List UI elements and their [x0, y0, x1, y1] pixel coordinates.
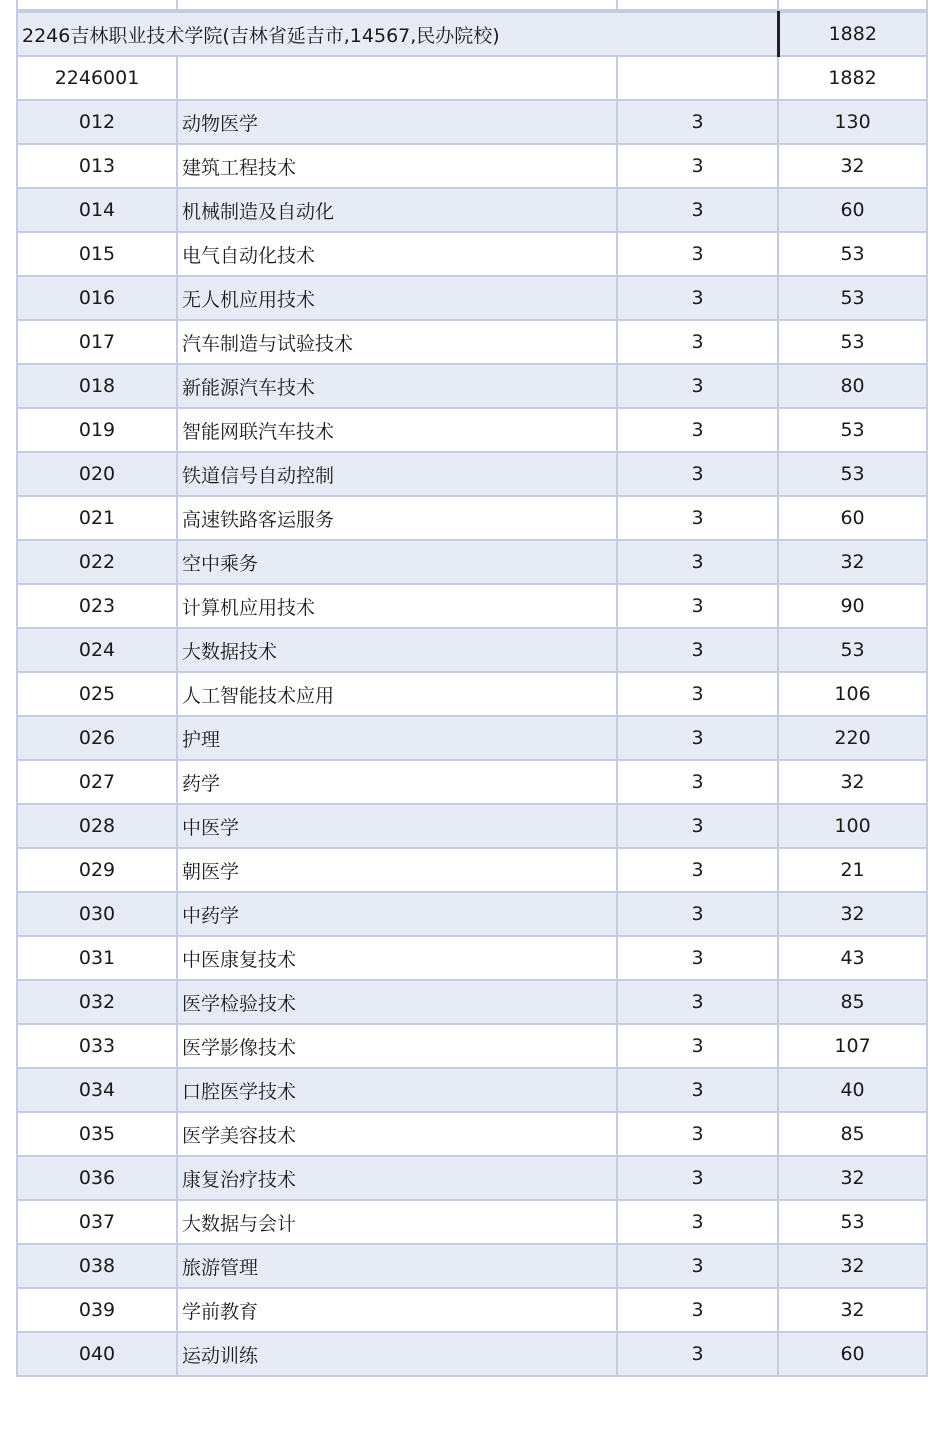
major-name: 中医康复技术: [177, 936, 617, 980]
major-years: 3: [617, 892, 778, 936]
major-name: 医学影像技术: [177, 1024, 617, 1068]
major-name: 护理: [177, 716, 617, 760]
table-row: [17, 540, 927, 584]
group-total: 1882: [778, 56, 927, 100]
major-code: 019: [17, 408, 177, 452]
major-name: 电气自动化技术: [177, 232, 617, 276]
major-name: 空中乘务: [177, 540, 617, 584]
table-row: [17, 1288, 927, 1332]
major-count: 85: [778, 980, 927, 1024]
major-name: 高速铁路客运服务: [177, 496, 617, 540]
major-name: 中医学: [177, 804, 617, 848]
table-row: [17, 496, 927, 540]
major-name: 旅游管理: [177, 1244, 617, 1288]
major-years: 3: [617, 100, 778, 144]
major-name: 医学检验技术: [177, 980, 617, 1024]
major-code: 025: [17, 672, 177, 716]
major-count: 90: [778, 584, 927, 628]
school-header-label: 2246吉林职业技术学院(吉林省延吉市,14567,民办院校): [17, 12, 778, 56]
table-row: [17, 672, 927, 716]
major-years: 3: [617, 540, 778, 584]
major-code: 027: [17, 760, 177, 804]
major-code: 038: [17, 1244, 177, 1288]
major-years: 3: [617, 1288, 778, 1332]
major-count: 32: [778, 892, 927, 936]
major-code: 031: [17, 936, 177, 980]
previous-row-fragment: [16, 0, 926, 11]
table-row: [17, 276, 927, 320]
major-count: 53: [778, 276, 927, 320]
major-count: 53: [778, 452, 927, 496]
major-code: 022: [17, 540, 177, 584]
major-code: 024: [17, 628, 177, 672]
major-code: 013: [17, 144, 177, 188]
major-count: 60: [778, 1332, 927, 1376]
major-years: 3: [617, 320, 778, 364]
major-count: 32: [778, 540, 927, 584]
major-years: 3: [617, 188, 778, 232]
major-name: 中药学: [177, 892, 617, 936]
major-count: 80: [778, 364, 927, 408]
major-count: 53: [778, 232, 927, 276]
major-years: 3: [617, 672, 778, 716]
table-row: [17, 1332, 927, 1376]
previous-row-cell: [178, 0, 618, 11]
major-count: 107: [778, 1024, 927, 1068]
major-code: 016: [17, 276, 177, 320]
major-count: 53: [778, 628, 927, 672]
table-row: [17, 100, 927, 144]
major-years: 3: [617, 144, 778, 188]
major-name: 药学: [177, 760, 617, 804]
major-code: 029: [17, 848, 177, 892]
major-code: 037: [17, 1200, 177, 1244]
major-years: 3: [617, 364, 778, 408]
major-count: 100: [778, 804, 927, 848]
major-code: 017: [17, 320, 177, 364]
group-code: 2246001: [17, 56, 177, 100]
major-count: 53: [778, 408, 927, 452]
table-row: [17, 1024, 927, 1068]
major-count: 32: [778, 1244, 927, 1288]
major-years: 3: [617, 848, 778, 892]
previous-row-cell: [18, 0, 178, 11]
table-row: [17, 716, 927, 760]
major-code: 028: [17, 804, 177, 848]
major-code: 033: [17, 1024, 177, 1068]
table-row: [17, 408, 927, 452]
major-code: 023: [17, 584, 177, 628]
major-years: 3: [617, 496, 778, 540]
table-row: [17, 804, 927, 848]
major-count: 21: [778, 848, 927, 892]
major-code: 020: [17, 452, 177, 496]
major-code: 039: [17, 1288, 177, 1332]
table-row: [17, 1068, 927, 1112]
major-name: 朝医学: [177, 848, 617, 892]
major-years: 3: [617, 936, 778, 980]
table-row: [17, 936, 927, 980]
enrollment-table: [16, 11, 928, 1377]
major-code: 026: [17, 716, 177, 760]
major-count: 53: [778, 320, 927, 364]
major-name: 人工智能技术应用: [177, 672, 617, 716]
major-count: 60: [778, 188, 927, 232]
table-row: [17, 144, 927, 188]
major-code: 035: [17, 1112, 177, 1156]
major-years: 3: [617, 628, 778, 672]
major-name: 无人机应用技术: [177, 276, 617, 320]
major-count: 40: [778, 1068, 927, 1112]
major-years: 3: [617, 716, 778, 760]
major-count: 32: [778, 1156, 927, 1200]
major-years: 3: [617, 232, 778, 276]
table-row: [17, 892, 927, 936]
table-row: [17, 364, 927, 408]
major-code: 030: [17, 892, 177, 936]
major-name: 建筑工程技术: [177, 144, 617, 188]
major-years: 3: [617, 452, 778, 496]
major-code: 015: [17, 232, 177, 276]
major-name: 大数据技术: [177, 628, 617, 672]
major-count: 32: [778, 144, 927, 188]
major-count: 60: [778, 496, 927, 540]
major-count: 130: [778, 100, 927, 144]
table-row: [17, 760, 927, 804]
previous-row-cell: [618, 0, 779, 11]
major-name: 智能网联汽车技术: [177, 408, 617, 452]
major-code: 040: [17, 1332, 177, 1376]
major-count: 85: [778, 1112, 927, 1156]
major-years: 3: [617, 804, 778, 848]
group-name-empty: [177, 56, 617, 100]
major-name: 新能源汽车技术: [177, 364, 617, 408]
major-name: 口腔医学技术: [177, 1068, 617, 1112]
major-code: 014: [17, 188, 177, 232]
major-years: 3: [617, 1068, 778, 1112]
major-years: 3: [617, 1332, 778, 1376]
table-row: [17, 584, 927, 628]
table-row: [17, 452, 927, 496]
major-count: 53: [778, 1200, 927, 1244]
major-name: 计算机应用技术: [177, 584, 617, 628]
major-name: 大数据与会计: [177, 1200, 617, 1244]
previous-row-cell: [779, 0, 928, 11]
table-row: [17, 1156, 927, 1200]
major-years: 3: [617, 1112, 778, 1156]
major-count: 106: [778, 672, 927, 716]
major-name: 学前教育: [177, 1288, 617, 1332]
major-name: 铁道信号自动控制: [177, 452, 617, 496]
major-count: 32: [778, 760, 927, 804]
major-code: 034: [17, 1068, 177, 1112]
major-code: 018: [17, 364, 177, 408]
table-row: [17, 628, 927, 672]
school-header-row: [17, 12, 927, 56]
major-years: 3: [617, 408, 778, 452]
major-name: 动物医学: [177, 100, 617, 144]
major-code: 021: [17, 496, 177, 540]
major-years: 3: [617, 760, 778, 804]
major-count: 43: [778, 936, 927, 980]
table-row: [17, 848, 927, 892]
major-years: 3: [617, 1156, 778, 1200]
major-years: 3: [617, 1024, 778, 1068]
spreadsheet: [16, 0, 928, 1433]
group-years-empty: [617, 56, 778, 100]
major-name: 运动训练: [177, 1332, 617, 1376]
table-row: [17, 320, 927, 364]
table-row: [17, 1112, 927, 1156]
table-row: [17, 980, 927, 1024]
major-code: 032: [17, 980, 177, 1024]
major-name: 机械制造及自动化: [177, 188, 617, 232]
major-code: 036: [17, 1156, 177, 1200]
school-header-total: 1882: [778, 12, 927, 56]
major-count: 220: [778, 716, 927, 760]
major-name: 康复治疗技术: [177, 1156, 617, 1200]
major-name: 汽车制造与试验技术: [177, 320, 617, 364]
major-years: 3: [617, 980, 778, 1024]
table-row: [17, 188, 927, 232]
table-row: [17, 232, 927, 276]
major-years: 3: [617, 1200, 778, 1244]
table-row: [17, 1244, 927, 1288]
table-row: [17, 1200, 927, 1244]
major-count: 32: [778, 1288, 927, 1332]
group-row: [17, 56, 927, 100]
major-years: 3: [617, 276, 778, 320]
major-years: 3: [617, 584, 778, 628]
major-years: 3: [617, 1244, 778, 1288]
major-code: 012: [17, 100, 177, 144]
major-name: 医学美容技术: [177, 1112, 617, 1156]
